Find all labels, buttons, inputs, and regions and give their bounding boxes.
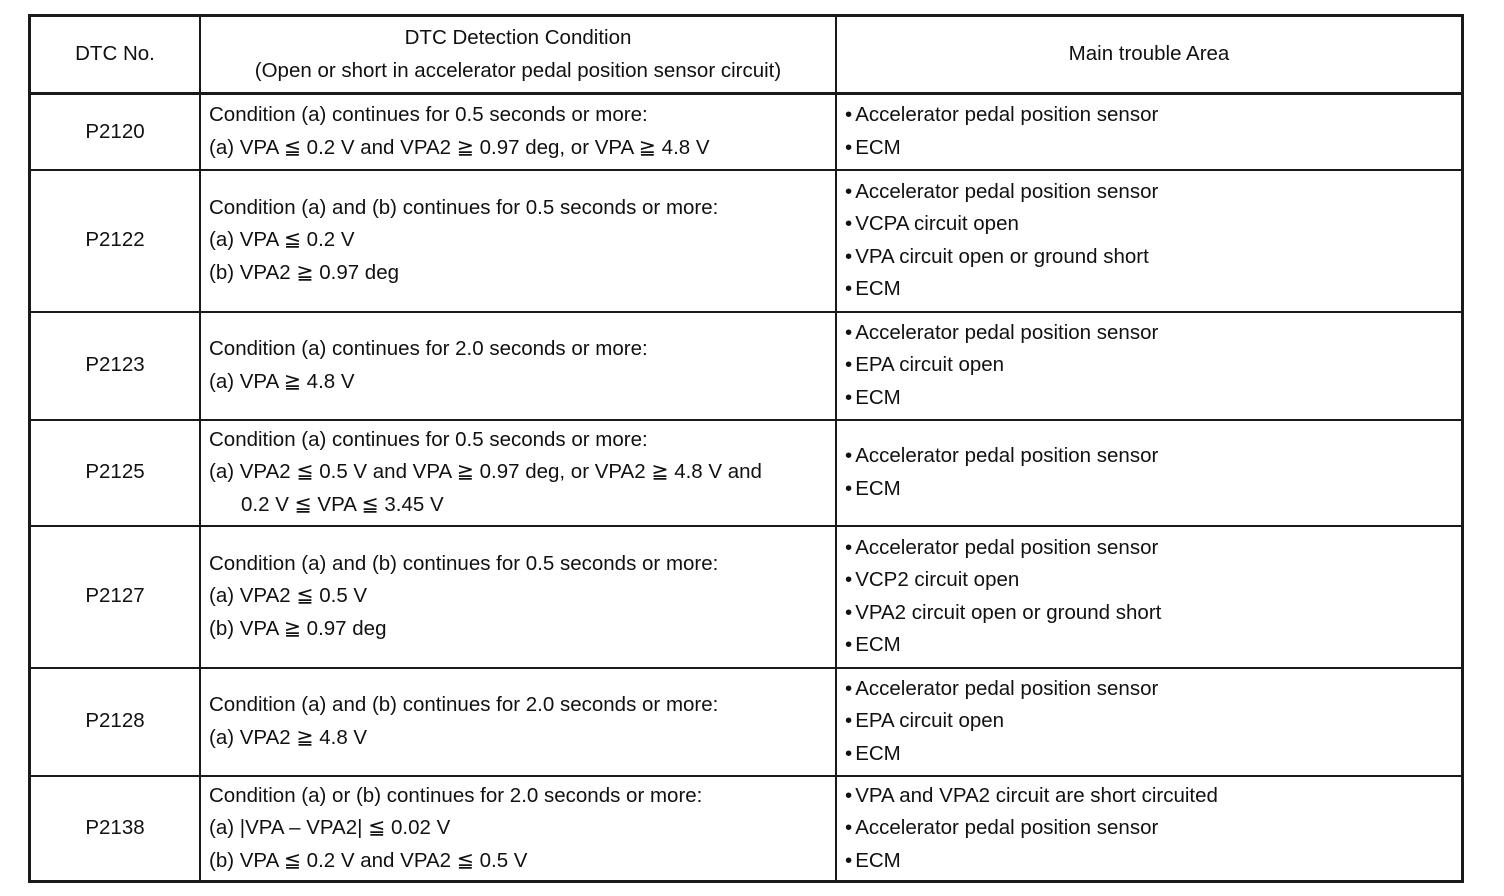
condition-line: (a) VPA2 ≦ 0.5 V and VPA ≧ 0.97 deg, or VPA2 ≧ 4.8 V and [209,460,762,484]
detection-condition [200,526,836,668]
table-row [30,420,1463,526]
trouble-area [836,420,1463,526]
trouble-area-item: • Accelerator pedal position sensor [845,812,1453,845]
condition-line: Condition (a) continues for 0.5 seconds or more: [209,427,648,451]
trouble-area [836,668,1463,776]
trouble-area-item: • EPA circuit open [845,705,1453,738]
condition-line: 0.2 V ≦ VPA ≦ 3.45 V [241,492,444,516]
condition-line: Condition (a) and (b) continues for 2.0 seconds or more: [209,693,719,716]
trouble-area-item: • ECM [845,845,1453,878]
trouble-area-item: • VPA and VPA2 circuit are short circuited [845,780,1453,813]
dtc-code: P2120 [30,94,201,170]
header-dtc-no: DTC No. [30,16,201,94]
condition-line: (b) VPA ≦ 0.2 V and VPA2 ≦ 0.5 V [209,848,528,872]
trouble-area-item: • VPA2 circuit open or ground short [845,597,1453,630]
table-row [30,526,1463,668]
trouble-area-item: • ECM [845,382,1453,415]
condition-line: Condition (a) and (b) continues for 0.5 seconds or more: [209,195,719,219]
trouble-area-item: • ECM [845,273,1453,306]
detection-condition [200,170,836,312]
condition-line: (a) VPA2 ≦ 0.5 V [209,584,368,608]
trouble-area-item: • Accelerator pedal position sensor [845,99,1453,132]
table-row [30,170,1463,312]
condition-line: Condition (a) and (b) continues for 0.5 seconds or more: [209,551,719,575]
table-row [30,776,1463,882]
trouble-area-item: • Accelerator pedal position sensor [845,440,1453,473]
dtc-code: P2128 [30,668,201,776]
condition-line: (a) VPA ≦ 0.2 V [209,228,355,252]
header-row [30,16,1463,94]
condition-line: Condition (a) continues for 2.0 seconds or more: [209,337,648,360]
condition-line: (a) VPA2 ≧ 4.8 V [209,725,368,749]
dtc-table [28,14,1464,883]
trouble-area-item: • Accelerator pedal position sensor [845,176,1453,209]
trouble-area-item: • ECM [845,473,1453,506]
condition-line: (a) |VPA – VPA2| ≦ 0.02 V [209,816,451,839]
table-row [30,668,1463,776]
dtc-code: P2123 [30,312,201,420]
header-detection-condition [200,16,836,94]
table-header [30,16,1463,94]
header-condition-subtitle: (Open or short in accelerator pedal position sensor circuit) [254,58,782,82]
condition-line: (b) VPA ≧ 0.97 deg [209,616,387,640]
trouble-area [836,312,1463,420]
condition-line: Condition (a) continues for 0.5 seconds or more: [209,103,648,127]
trouble-area-item: • Accelerator pedal position sensor [845,673,1453,706]
trouble-area [836,776,1463,882]
trouble-area-item: • ECM [845,629,1453,662]
detection-condition [200,668,836,776]
trouble-area-item: • VCPA circuit open [845,208,1453,241]
table-body [30,94,1463,882]
trouble-area [836,94,1463,170]
trouble-area-item: • VPA circuit open or ground short [845,241,1453,274]
detection-condition [200,776,836,882]
table-row [30,312,1463,420]
trouble-area [836,526,1463,668]
header-condition-title: DTC Detection Condition [404,26,632,49]
dtc-code: P2122 [30,170,201,312]
condition-line: Condition (a) or (b) continues for 2.0 seconds or more: [209,783,703,807]
dtc-code: P2127 [30,526,201,668]
table-row [30,94,1463,170]
dtc-code: P2125 [30,420,201,526]
trouble-area-item: • ECM [845,738,1453,771]
condition-line: (b) VPA2 ≧ 0.97 deg [209,260,400,284]
dtc-code: P2138 [30,776,201,882]
trouble-area [836,170,1463,312]
header-trouble-area: Main trouble Area [836,16,1463,94]
condition-line: (a) VPA ≦ 0.2 V and VPA2 ≧ 0.97 deg, or VPA ≧ 4.8 V [209,135,710,159]
trouble-area-item: • EPA circuit open [845,349,1453,382]
trouble-area-item: • ECM [845,132,1453,165]
detection-condition [200,420,836,526]
detection-condition [200,312,836,420]
trouble-area-item: • Accelerator pedal position sensor [845,317,1453,350]
detection-condition [200,94,836,170]
trouble-area-item: • VCP2 circuit open [845,564,1453,597]
condition-line: (a) VPA ≧ 4.8 V [209,369,355,393]
trouble-area-item: • Accelerator pedal position sensor [845,532,1453,565]
